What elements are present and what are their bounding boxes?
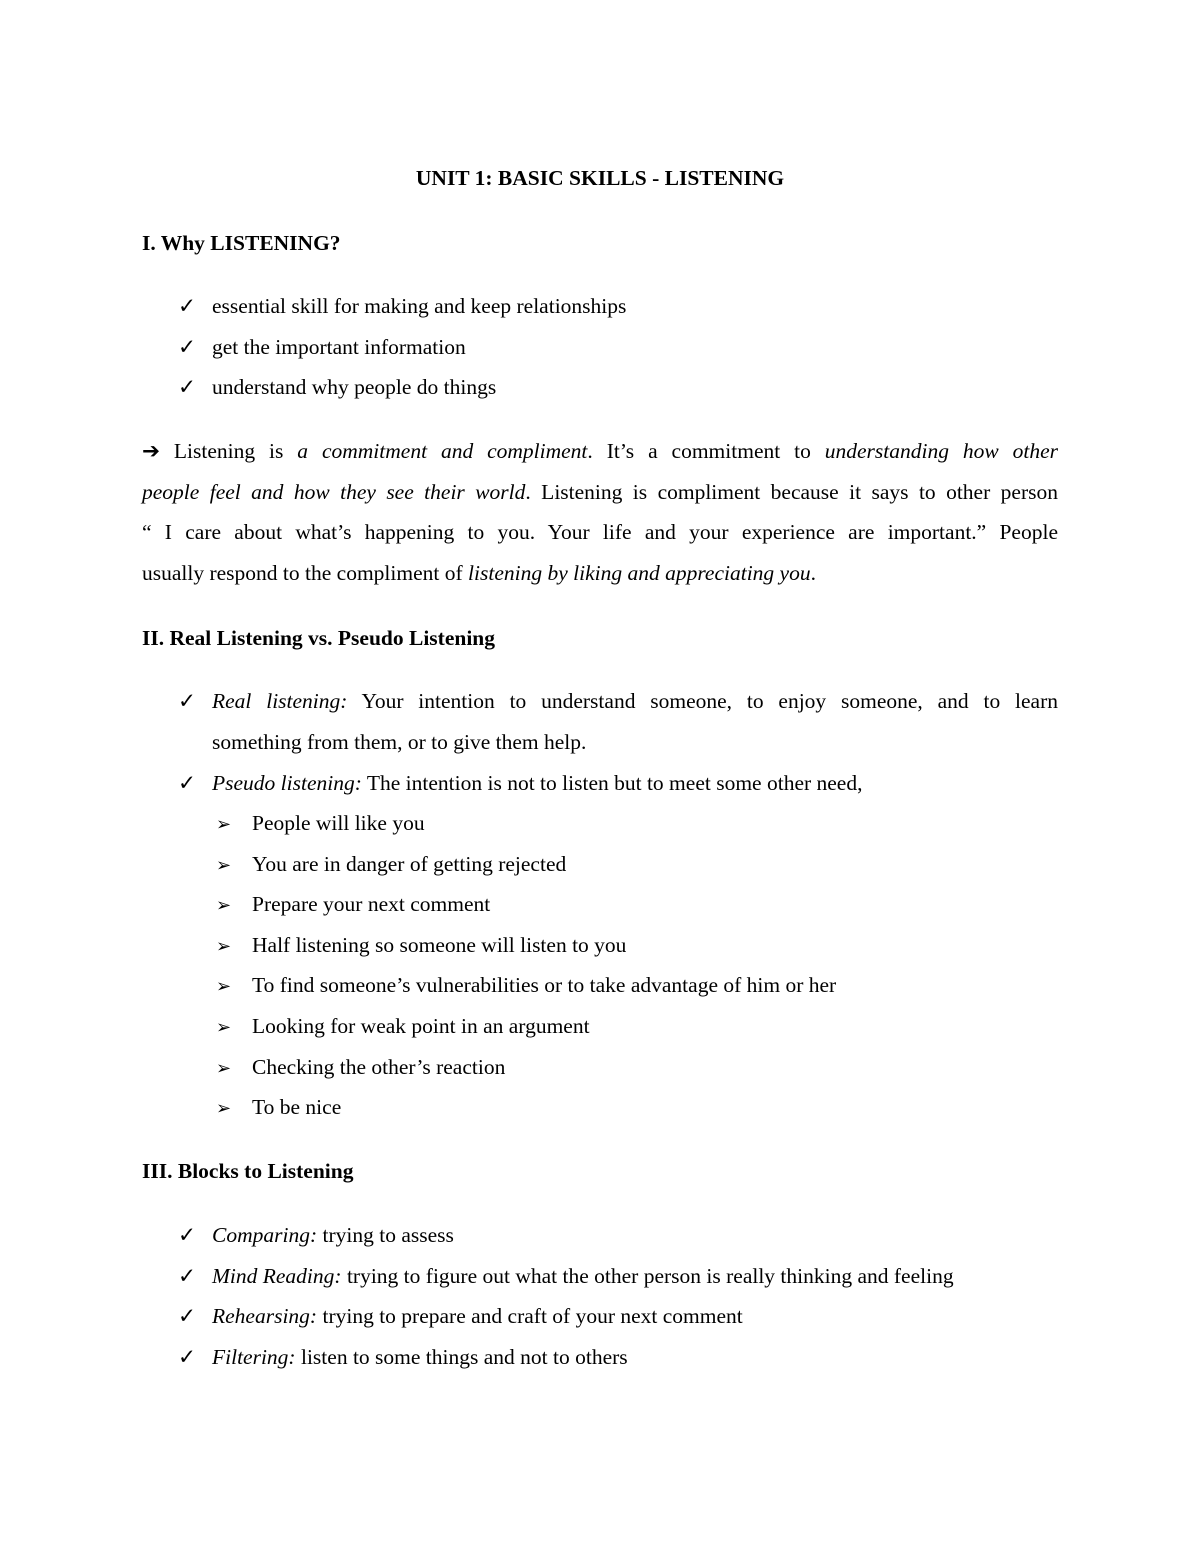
paragraph-line: Real listening: Your intention to understand someone, to enjoy someone, and to learn <box>212 689 1058 713</box>
list-item: ✓ Rehearsing: trying to prepare and craft of your next comment <box>178 1304 743 1328</box>
section-1-heading: I. Why LISTENING? <box>142 231 341 255</box>
list-item: ✓ understand why people do things <box>178 375 497 399</box>
arrow-bullet-icon: ➢ <box>216 936 232 956</box>
section-3-heading: III. Blocks to Listening <box>142 1159 354 1183</box>
list-item: ✓ get the important information <box>178 335 466 359</box>
paragraph-line: ➔ Listening is a commitment and compliment. It’s a commitment to understanding how other <box>142 439 1059 463</box>
list-item: ➢ Half listening so someone will listen to you <box>216 933 627 957</box>
list-item: ➢ You are in danger of getting rejected <box>216 852 567 876</box>
arrow-bullet-icon: ➢ <box>216 814 232 834</box>
paragraph-line: people feel and how they see their world. Listening is compliment because it says to other person <box>142 480 1058 504</box>
arrow-bullet-icon: ➢ <box>216 1098 232 1118</box>
list-item: ✓ Filtering: listen to some things and not to others <box>178 1345 628 1369</box>
list-item: ➢ People will like you <box>216 811 425 835</box>
list-item: ✓ essential skill for making and keep relationships <box>178 294 627 318</box>
check-icon: ✓ <box>178 1264 197 1288</box>
list-item: ✓ Mind Reading: trying to figure out what the other person is really thinking and feeling <box>178 1264 954 1288</box>
arrow-bullet-icon: ➢ <box>216 855 232 875</box>
arrow-bullet-icon: ➢ <box>216 1058 232 1078</box>
check-icon: ✓ <box>178 1223 197 1247</box>
paragraph-line: something from them, or to give them help. <box>212 730 587 754</box>
arrow-bullet-icon: ➢ <box>216 976 232 996</box>
check-icon: ✓ <box>178 1345 197 1369</box>
arrow-bullet-icon: ➢ <box>216 1017 232 1037</box>
check-icon: ✓ <box>178 375 197 399</box>
arrow-bullet-icon: ➢ <box>216 895 232 915</box>
check-icon: ✓ <box>178 771 197 795</box>
list-item: ✓ Comparing: trying to assess <box>178 1223 454 1247</box>
list-item: ✓ Pseudo listening: The intention is not to listen but to meet some other need, <box>178 771 863 795</box>
list-item: ➢ Looking for weak point in an argument <box>216 1014 590 1038</box>
list-item: ➢ To be nice <box>216 1095 342 1119</box>
list-item: ➢ To find someone’s vulnerabilities or to take advantage of him or her <box>216 973 837 997</box>
list-item: ➢ Prepare your next comment <box>216 892 491 916</box>
paragraph-line: usually respond to the compliment of listening by liking and appreciating you. <box>142 561 816 585</box>
arrow-right-icon: ➔ <box>142 439 161 463</box>
list-item: ➢ Checking the other’s reaction <box>216 1055 506 1079</box>
section-2-heading: II. Real Listening vs. Pseudo Listening <box>142 626 496 650</box>
paragraph-line: “ I care about what’s happening to you. Your life and your experience are important.” People <box>142 520 1058 544</box>
check-icon: ✓ <box>178 335 197 359</box>
list-item <box>178 691 212 713</box>
check-icon: ✓ <box>178 689 197 713</box>
page-title: UNIT 1: BASIC SKILLS - LISTENING <box>415 166 785 190</box>
check-icon: ✓ <box>178 1304 197 1328</box>
check-icon: ✓ <box>178 294 197 318</box>
